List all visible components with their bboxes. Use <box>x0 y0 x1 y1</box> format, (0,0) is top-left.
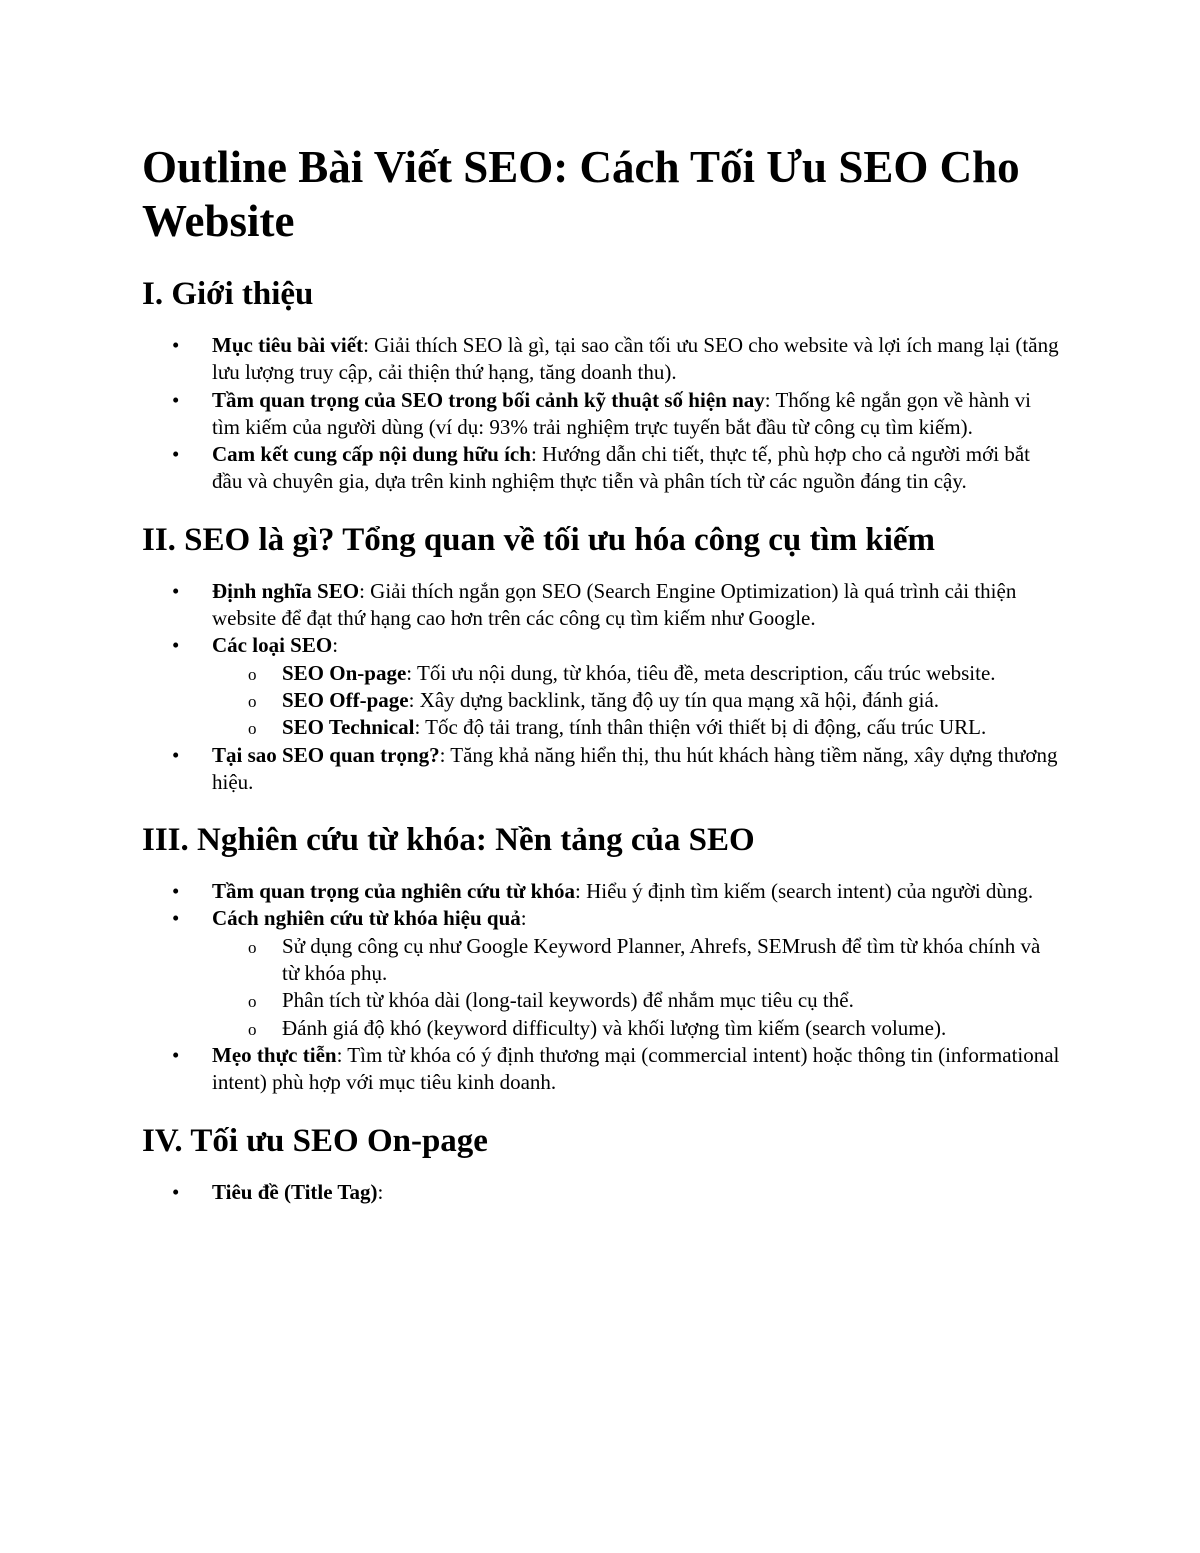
sub-list-item: o Phân tích từ khóa dài (long-tail keywords) để nhắm mục tiêu cụ thể. <box>212 987 1062 1014</box>
list-item: • Mục tiêu bài viết: Giải thích SEO là gì, tại sao cần tối ưu SEO cho website và lợi ích mang lại (tăng lưu lượng truy cập, cải thiện thứ hạng, tăng doanh thu). <box>142 332 1062 387</box>
section-heading-4: IV. Tối ưu SEO On-page <box>142 1122 488 1159</box>
list-item: • Các loại SEO: o SEO On-page: Tối ưu nội dung, từ khóa, tiêu đề, meta description, cấu trúc website. o SEO Off-page: Xây dựng backlink, tăng độ uy tín qua mạng xã hội, đánh giá. o SEO Technical: Tốc độ tải trang, tính thân thiện với thiết bị di động, cấu trúc URL. <box>142 632 1062 741</box>
document-title: Outline Bài Viết SEO: Cách Tối Ưu SEO Cho Website <box>142 142 1020 246</box>
list-item: • Tại sao SEO quan trọng?: Tăng khả năng hiển thị, thu hút khách hàng tiềm năng, xây dựng thương hiệu. <box>142 742 1062 797</box>
sub-list-item: o Sử dụng công cụ như Google Keyword Planner, Ahrefs, SEMrush để tìm từ khóa chính và từ khóa phụ. <box>212 933 1062 988</box>
section-heading-3: III. Nghiên cứu từ khóa: Nền tảng của SEO <box>142 822 755 859</box>
list-item: • Định nghĩa SEO: Giải thích ngắn gọn SEO (Search Engine Optimization) là quá trình cải thiện website để đạt thứ hạng cao hơn trên các công cụ tìm kiếm như Google. <box>142 578 1062 633</box>
sub-list <box>212 933 1062 1042</box>
section-2-list <box>142 578 1062 796</box>
list-item: • Cam kết cung cấp nội dung hữu ích: Hướng dẫn chi tiết, thực tế, phù hợp cho cả người mới bắt đầu và chuyên gia, dựa trên kinh nghiệm thực tiễn và phân tích từ các nguồn đáng tin cậy. <box>142 441 1062 496</box>
section-1-list <box>142 332 1062 496</box>
list-item: • Cách nghiên cứu từ khóa hiệu quả: o Sử dụng công cụ như Google Keyword Planner, Ahrefs, SEMrush để tìm từ khóa chính và từ khóa phụ. o Phân tích từ khóa dài (long-tail keywords) để nhắm mục tiêu cụ thể. o Đánh giá độ khó (keyword difficulty) và khối lượng tìm kiếm (search volume). <box>142 905 1062 1041</box>
sub-list-item: o SEO Off-page: Xây dựng backlink, tăng độ uy tín qua mạng xã hội, đánh giá. <box>212 687 1062 714</box>
list-item: • Tiêu đề (Title Tag): <box>142 1179 1062 1206</box>
sub-list-item: o SEO On-page: Tối ưu nội dung, từ khóa, tiêu đề, meta description, cấu trúc website. <box>212 660 1062 687</box>
sub-list-item: o Đánh giá độ khó (keyword difficulty) và khối lượng tìm kiếm (search volume). <box>212 1015 1062 1042</box>
list-item: • Mẹo thực tiễn: Tìm từ khóa có ý định thương mại (commercial intent) hoặc thông tin (informational intent) phù hợp với mục tiêu kinh doanh. <box>142 1042 1062 1097</box>
section-heading-2: II. SEO là gì? Tổng quan về tối ưu hóa công cụ tìm kiếm <box>142 521 935 558</box>
sub-list <box>212 660 1062 742</box>
list-item: • Tầm quan trọng của nghiên cứu từ khóa: Hiểu ý định tìm kiếm (search intent) của người dùng. <box>142 878 1062 905</box>
document-page <box>142 140 1062 1230</box>
section-heading-1: I. Giới thiệu <box>142 276 314 312</box>
list-item: • Tầm quan trọng của SEO trong bối cảnh kỹ thuật số hiện nay: Thống kê ngắn gọn về hành vi tìm kiếm của người dùng (ví dụ: 93% trải nghiệm trực tuyến bắt đầu từ công cụ tìm kiếm). <box>142 387 1062 442</box>
section-4-list <box>142 1179 1062 1206</box>
sub-list-item: o SEO Technical: Tốc độ tải trang, tính thân thiện với thiết bị di động, cấu trúc URL. <box>212 714 1062 741</box>
section-3-list <box>142 878 1062 1096</box>
